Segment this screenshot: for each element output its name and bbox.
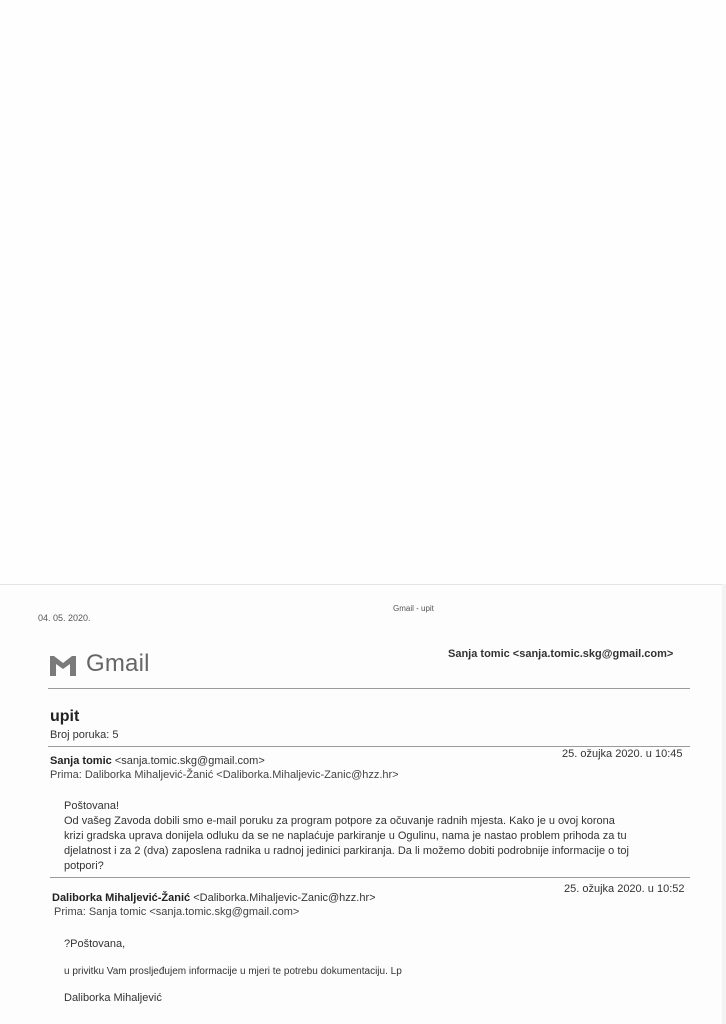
print-date: 04. 05. 2020. xyxy=(38,613,91,623)
message-1-line: Od vašeg Zavoda dobili smo e-mail poruku za program potpore za očuvanje radnih mjesta. Kako je u ovoj korona xyxy=(64,815,615,827)
message-divider xyxy=(50,877,690,878)
subject-divider xyxy=(48,746,690,747)
header-divider xyxy=(48,688,690,689)
message-2-signature: Daliborka Mihaljević xyxy=(64,992,162,1004)
sender-name: Daliborka Mihaljević-Žanić xyxy=(52,892,191,904)
message-count: Broj poruka: 5 xyxy=(50,729,119,741)
gmail-wordmark: Gmail xyxy=(86,650,150,677)
message-2-recipient: Prima: Sanja tomic <sanja.tomic.skg@gmail.com> xyxy=(54,906,300,918)
message-2-greeting: ?Poštovana, xyxy=(64,938,126,950)
account-address: Sanja tomic <sanja.tomic.skg@gmail.com> xyxy=(448,648,674,660)
sender-email: <sanja.tomic.skg@gmail.com> xyxy=(114,755,265,767)
message-2-body: u privitku Vam prosljeđujem informacije u mjeri te potrebu dokumentaciju. Lp xyxy=(64,966,402,977)
sender-name: Sanja tomic xyxy=(50,755,112,767)
scan-edge xyxy=(722,584,726,1024)
message-2-sender xyxy=(52,892,376,904)
gmail-logo-icon xyxy=(48,652,78,678)
message-1-date: 25. ožujka 2020. u 10:45 xyxy=(562,748,683,760)
page-fold-line xyxy=(0,584,726,585)
message-1-recipient: Prima: Daliborka Mihaljević-Žanić <Daliborka.Mihaljevic-Zanic@hzz.hr> xyxy=(50,769,399,781)
message-2-date: 25. ožujka 2020. u 10:52 xyxy=(564,883,685,895)
thread-subject: upit xyxy=(50,708,80,725)
sender-email: <Daliborka.Mihaljevic-Zanic@hzz.hr> xyxy=(193,892,376,904)
message-1-line: djelatnost i za 2 (dva) zaposlena radnika u radnoj jedinici parkiranja. Da li možemo dobiti podrobnije informacije o toj xyxy=(64,845,629,857)
message-1-line: krizi gradska uprava donijela odluku da se ne naplaćuje parkiranje u Ogulinu, nama je nastao problem prihoda za tu xyxy=(64,830,627,842)
print-title: Gmail - upit xyxy=(393,604,434,613)
message-1-body xyxy=(64,799,694,874)
message-1-sender xyxy=(50,755,265,767)
message-1-line: potpori? xyxy=(64,860,104,872)
message-1-greeting: Poštovana! xyxy=(64,800,120,812)
